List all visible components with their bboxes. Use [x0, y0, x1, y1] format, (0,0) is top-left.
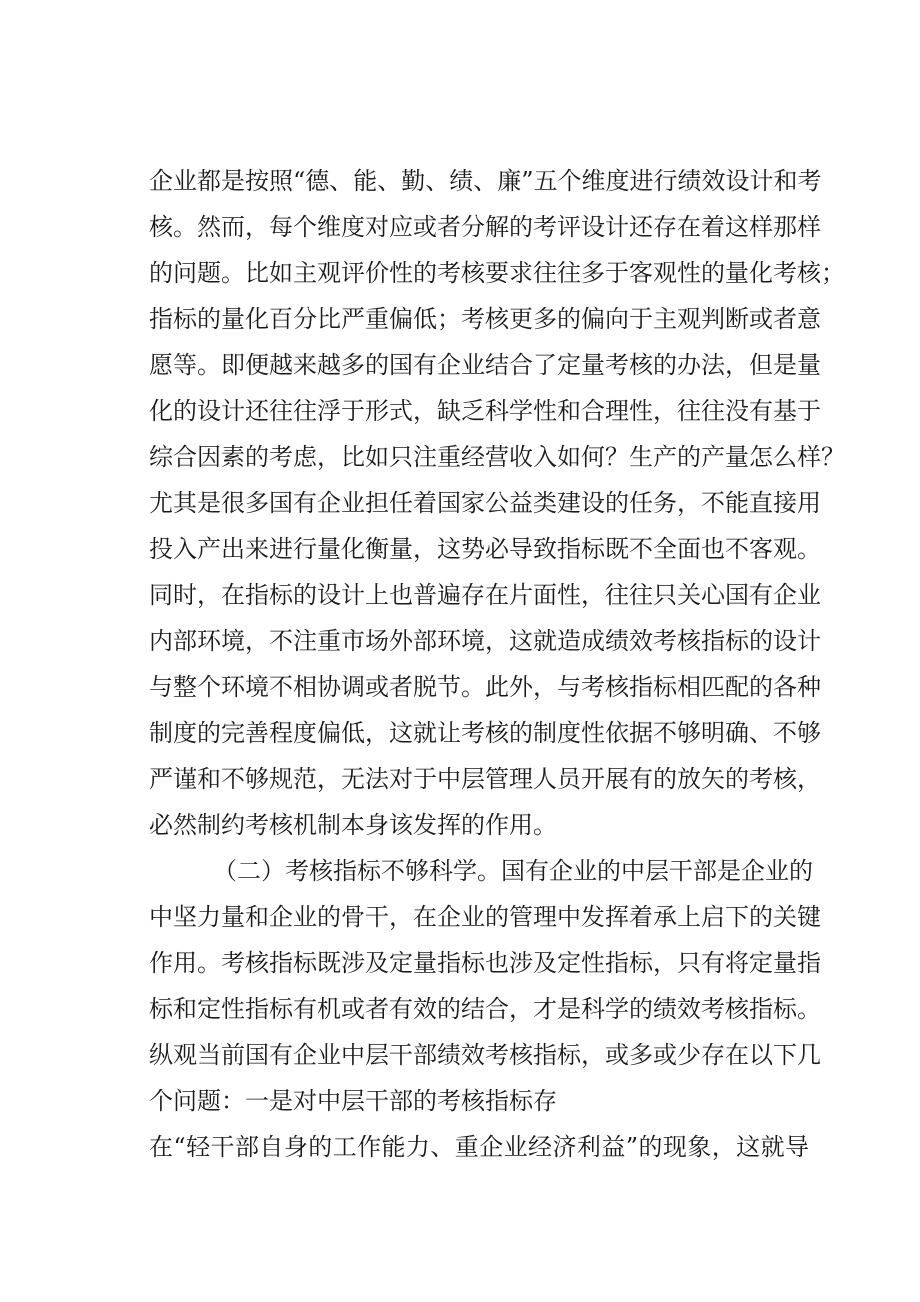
- text-line: 个问题：一是对中层干部的考核指标存: [149, 1087, 557, 1115]
- text-line: 指标的量化百分比严重偏低；考核更多的偏向于主观判断或者意: [149, 305, 821, 333]
- text-line: 企业都是按照“德、能、勤、绩、廉”五个维度进行绩效设计和考: [149, 167, 822, 195]
- text-line: 核。然而，每个维度对应或者分解的考评设计还存在着这样那样: [149, 213, 821, 241]
- text-line: 化的设计还往往浮于形式，缺乏科学性和合理性，往往没有基于: [149, 397, 821, 425]
- text-line: 与整个环境不相协调或者脱节。此外，与考核指标相匹配的各种: [149, 673, 821, 701]
- text-line: 在“轻干部自身的工作能力、重企业经济利益”的现象，这就导: [149, 1133, 809, 1161]
- body-text: [149, 158, 845, 1170]
- text-line: 作用。考核指标既涉及定量指标也涉及定性指标，只有将定量指: [149, 949, 821, 977]
- text-line: 尤其是很多国有企业担任着国家公益类建设的任务，不能直接用: [149, 489, 821, 517]
- text-line: 标和定性指标有机或者有效的结合，才是科学的绩效考核指标。: [149, 995, 821, 1023]
- text-line: 的问题。比如主观评价性的考核要求往往多于客观性的量化考核；: [149, 259, 845, 287]
- text-line: 制度的完善程度偏低，这就让考核的制度性依据不够明确、不够: [149, 719, 821, 747]
- text-line: 愿等。即便越来越多的国有企业结合了定量考核的办法，但是量: [149, 351, 821, 379]
- text-line: 内部环境，不注重市场外部环境，这就造成绩效考核指标的设计: [149, 627, 821, 655]
- text-line: 严谨和不够规范，无法对于中层管理人员开展有的放矢的考核，: [149, 765, 821, 793]
- text-line: 中坚力量和企业的骨干，在企业的管理中发挥着承上启下的关键: [149, 903, 821, 931]
- text-line: 投入产出来进行量化衡量，这势必导致指标既不全面也不客观。: [149, 535, 821, 563]
- text-line: 同时，在指标的设计上也普遍存在片面性，往往只关心国有企业: [149, 581, 821, 609]
- paragraph-end-line: 必然制约考核机制本身该发挥的作用。: [149, 811, 557, 839]
- text-line: 纵观当前国有企业中层干部绩效考核指标，或多或少存在以下几: [149, 1041, 821, 1069]
- section-heading-line: （二）考核指标不够科学。国有企业的中层干部是企业的: [213, 857, 813, 885]
- text-line: 综合因素的考虑，比如只注重经营收入如何？生产的产量怎么样？: [149, 443, 845, 471]
